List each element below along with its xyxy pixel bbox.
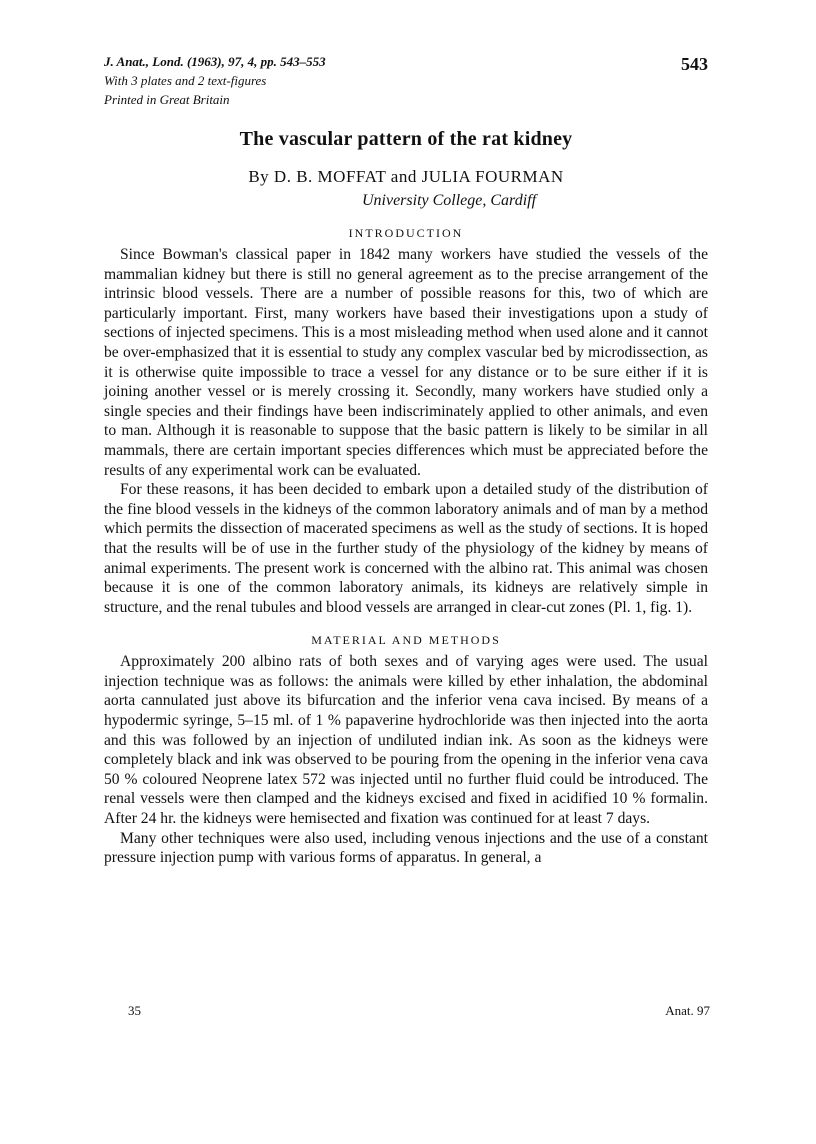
page-header bbox=[104, 52, 708, 114]
section-heading-methods: MATERIAL AND METHODS bbox=[311, 633, 501, 648]
signature-mark: 35 bbox=[128, 1003, 141, 1018]
printed-note: Printed in Great Britain bbox=[104, 92, 230, 107]
paragraph: For these reasons, it has been decided to embark upon a detailed study of the distribution of the fine blood vessels in the kidneys of the common laboratory animals and of man by a method which permits the dissection of macerated specimens as well as the study of sections. It is hoped that the results will be of use in the further study of the physiology of the kidney by means of animal experiments. The present work is concerned with the albino rat. This animal was chosen because it is one of the common laboratory animals, its kidneys are relatively simple in structure, and the renal tubules and blood vessels are arranged in clear-cut zones (Pl. 1, fig. 1). bbox=[104, 481, 708, 616]
page-footer bbox=[128, 1003, 710, 1019]
journal-citation: J. Anat., Lond. (1963), 97, 4, pp. 543–553 bbox=[104, 54, 326, 69]
article-title: The vascular pattern of the rat kidney bbox=[239, 128, 573, 150]
plates-note: With 3 plates and 2 text-figures bbox=[104, 73, 267, 88]
section-heading-introduction: INTRODUCTION bbox=[348, 226, 464, 240]
paragraph: Since Bowman's classical paper in 1842 many workers have studied the vessels of the mammalian kidney but there is still no general agreement as to the precise arrangement of the intrinsic blood vessels. There are a number of possible reasons for this, two of which are particularly important. First, many workers have based their investigations upon a study of sections of injected specimens. This is a most misleading method when used alone and it cannot be over-emphasized that it is essential to study any complex vascular bed by microdissection, as it is otherwise quite impossible to trace a vessel for any distance or to be sure either if it is joining another vessel or is merely crossing it. Secondly, many workers have studied only a single species and their findings have been indiscriminately applied to other animals, and even to man. Although it is reasonable to suppose that the basic pattern is likely to be similar in all mammals, there are certain important species differences which must be appreciated before the results of any experimental work can be evaluated. bbox=[104, 246, 708, 479]
article-authors: By D. B. MOFFAT and JULIA FOURMAN bbox=[248, 167, 564, 186]
paragraph: Approximately 200 albino rats of both sexes and of varying ages were used. The usual injection technique was as follows: the animals were killed by ether inhalation, the abdominal aorta cannulated just above its bifurcation and the inferior vena cava incised. By means of a hypodermic syringe, 5–15 ml. of 1 % papaverine hydrochloride was then injected into the aorta and this was followed by an injection of undiluted indian ink. As soon as the kidneys were completely black and ink was observed to be pouring from the opening in the inferior vena cava 50 % coloured Neoprene latex 572 was injected until no further fluid could be introduced. The renal vessels were then clamped and the kidneys excised and fixed in acidified 10 % formalin. After 24 hr. the kidneys were hemisected and fixation was continued for at least 7 days. bbox=[104, 653, 708, 828]
journal-volume-mark: Anat. 97 bbox=[665, 1003, 710, 1018]
page bbox=[104, 52, 708, 868]
author-affiliation: University College, Cardiff bbox=[361, 192, 537, 209]
paragraph: Many other techniques were also used, including venous injections and the use of a constant pressure injection pump with various forms of apparatus. In general, a bbox=[104, 829, 708, 867]
journal-info bbox=[104, 52, 708, 109]
page-number: 543 bbox=[681, 54, 708, 74]
